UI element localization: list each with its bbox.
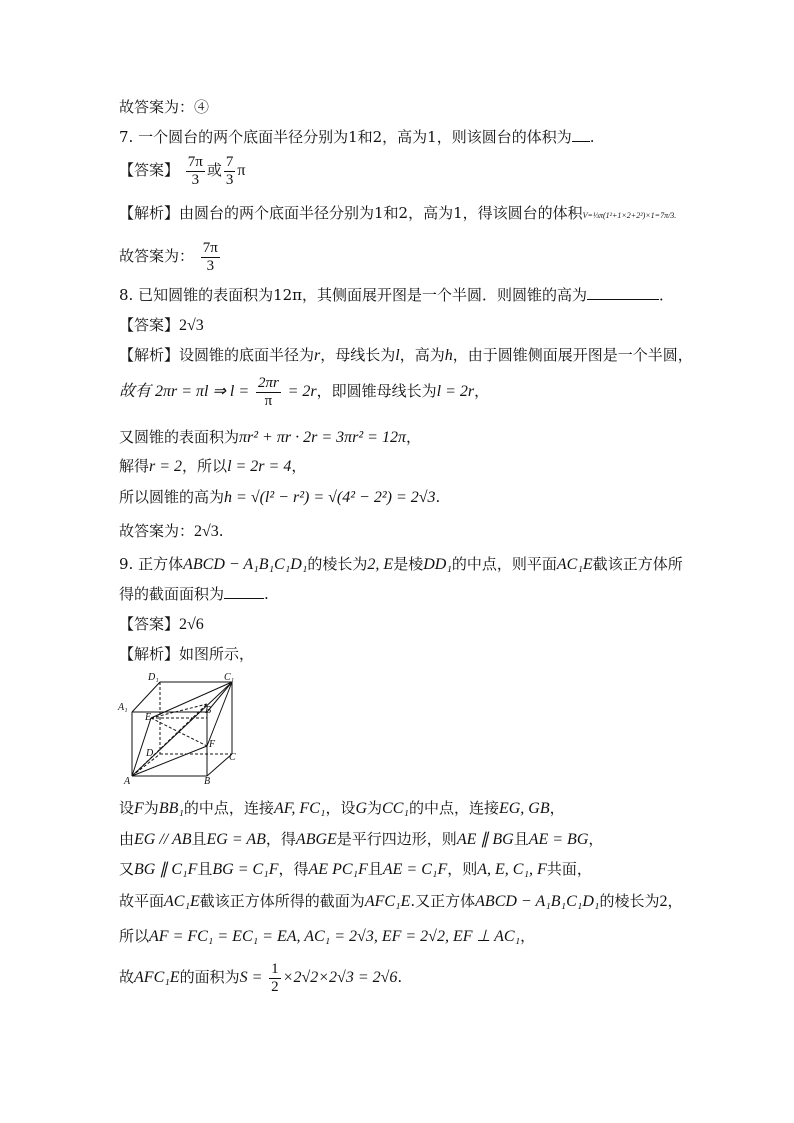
question-9: 9. 正方体ABCD − A₁B₁C₁D₁的棱长为2, E是棱DD₁的中点，则平面AC₁E截该正方体所 (119, 555, 683, 573)
label-D: D (146, 748, 154, 759)
q9-explanation-intro: 【解析】如图所示， (119, 645, 255, 663)
question-9-line-2: 得的截面面积为 . (119, 585, 269, 603)
q9-explanation-2: 由EG // AB且EG = AB，得ABGE是平行四边形，则AE ∥ BG且AE = BG， (119, 830, 604, 848)
q7-explanation: 【解析】由圆台的两个底面半径分别为1和2，高为1，得该圆台的体积V=⅓π(1²+1×2+2²)×1=7π/3. (119, 204, 677, 222)
q8-explanation-4: 解得r = 2，所以l = 2r = 4， (119, 457, 307, 475)
q8-blank (587, 299, 659, 300)
q8-answer-value: 2√3 (179, 317, 204, 334)
q9-explanation-3: 又BG ∥ C₁F且BG = C₁F，得AE PC₁F且AE = C₁F，则A, E, C₁, F共面， (119, 860, 592, 878)
q8-final: 故答案为：2√3. (119, 522, 224, 540)
cube-figure (116, 668, 246, 786)
q7-volume-formula: V=⅓π(1²+1×2+2²)×1=7π/3. (582, 211, 677, 220)
q8-answer: 【答案】2√3 (119, 316, 204, 334)
q7-final: 故答案为： $\frac{7\pi}{3}$ (119, 239, 218, 274)
question-7 (119, 126, 595, 148)
q8-explanation-5: 所以圆锥的高为h = √(l² − r²) = √(4² − 2²) = 2√3. (119, 488, 441, 506)
explanation-label: 【解析】 (119, 204, 180, 222)
label-C: C (229, 752, 236, 763)
q9-explanation-6: 故AFC₁E的面积为S = $\frac{1}{2}$ ×2√2×2√3 = 2√6. (119, 960, 403, 995)
q9-blank (224, 598, 264, 599)
label-F: F (209, 739, 216, 750)
q7-answer-fraction-2: $\frac{7}{3}$ (225, 153, 234, 188)
q7-blank (572, 141, 590, 142)
answer-label: 【答案】 (119, 161, 180, 179)
q7-answer: 【答案】 $\frac{7\pi}{3}$ 或 $\frac{7}{3}$ π (119, 153, 246, 188)
q9-answer: 【答案】2√6 (119, 615, 204, 633)
q9-explanation-1: 设F为BB₁的中点，连接AF, FC₁，设G为CC₁的中点，连接EG, GB， (119, 799, 565, 817)
q8-explanation-2: 故有 2πr = πl ⇒ l = $\frac{2\pi r}{\pi}$ = 2r，即圆锥母线长为l = 2r， (119, 374, 490, 409)
q7-final-fraction: $\frac{7\pi}{3}$ (202, 239, 218, 274)
answer-line-q6: 故答案为：④ (119, 98, 210, 116)
q8-fraction: $\frac{2\pi r}{\pi}$ (257, 374, 279, 409)
q8-explanation-3: 又圆锥的表面积为πr² + πr · 2r = 3πr² = 12π， (119, 428, 421, 446)
q7-answer-fraction: $\frac{7\pi}{3}$ (187, 153, 203, 188)
q9-explanation-4: 故平面AC₁E截该正方体所得的截面为AFC₁E.又正方体ABCD − A₁B₁C₁D₁的棱长为2， (119, 892, 683, 910)
q7-stem-end: . (589, 128, 595, 146)
label-A1: A₁ (118, 702, 128, 713)
label-C1: C₁ (224, 672, 235, 683)
question-8: 8. 已知圆锥的表面积为12π，其侧面展开图是一个半圆．则圆锥的高为 ． (119, 286, 675, 304)
q9-explanation-5: 所以AF = FC₁ = EC₁ = EA, AC₁ = 2√3, EF = 2√2, EF ⊥ AC₁， (119, 927, 536, 945)
label-D1: D₁ (148, 672, 159, 683)
label-B1: B (205, 705, 212, 716)
q7-stem: 7. 一个圆台的两个底面半径分别为1和2，高为1，则该圆台的体积为 (119, 128, 572, 146)
q9-area-fraction: $\frac{1}{2}$ (271, 960, 279, 995)
q8-explanation-1: 【解析】设圆锥的底面半径为r，母线长为l，高为h，由于圆锥侧面展开图是一个半圆， (119, 346, 693, 364)
label-B: B (204, 776, 211, 786)
label-E: E (145, 712, 152, 723)
label-A: A (124, 776, 131, 786)
